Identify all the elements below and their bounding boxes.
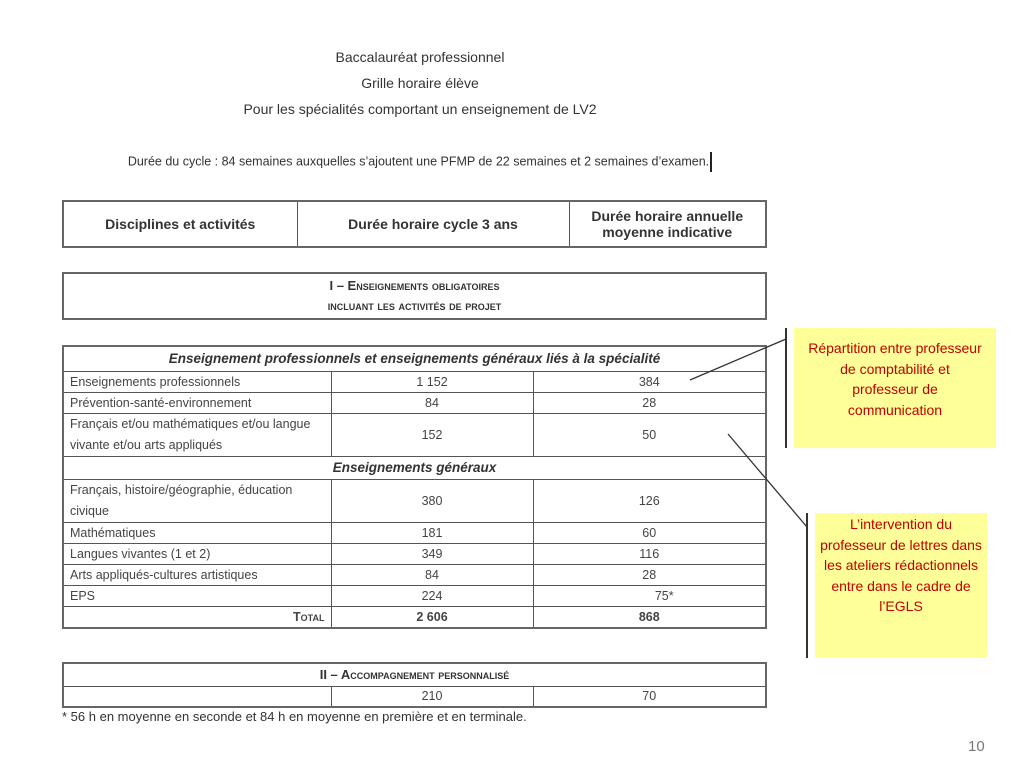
row-cycle-hours: 1 152 — [331, 371, 533, 392]
section-1-line2: incluant les activités de projet — [327, 298, 502, 313]
row-label: Enseignements professionnels — [63, 371, 331, 392]
row-annual-hours: 28 — [533, 564, 766, 585]
total-annual-hours: 868 — [533, 606, 766, 628]
callout-2-bracket — [806, 513, 808, 658]
title-line-1: Baccalauréat professionnel — [335, 49, 505, 65]
title-line-2: Grille horaire élève — [361, 75, 479, 91]
row-cycle-hours: 224 — [331, 585, 533, 606]
section-1-line1: I – Enseignements obligatoires — [329, 278, 500, 293]
section-2-annual-hours: 70 — [533, 686, 766, 707]
header-col-disciplines: Disciplines et activités — [63, 201, 297, 247]
row-annual-hours: 60 — [533, 522, 766, 543]
footnote: * 56 h en moyenne en seconde et 84 h en moyenne en première et en terminale. — [62, 709, 527, 724]
section-2-title: II – Accompagnement personnalisé — [63, 663, 766, 686]
row-cycle-hours: 152 — [331, 413, 533, 456]
row-cycle-hours: 380 — [331, 479, 533, 522]
callout-1-bracket — [785, 328, 787, 448]
row-label: Arts appliqués-cultures artistiques — [63, 564, 331, 585]
header-col-annual-line1: Durée horaire annuelle — [591, 208, 744, 224]
header-col-annual-line2: moyenne indicative — [602, 224, 733, 240]
row-cycle-hours: 84 — [331, 392, 533, 413]
row-cycle-hours: 84 — [331, 564, 533, 585]
row-label: Prévention-santé-environnement — [63, 392, 331, 413]
row-cycle-hours: 349 — [331, 543, 533, 564]
callout-box-2 — [815, 513, 987, 658]
page-number: 10 — [968, 738, 985, 755]
callout-2-text: L’intervention du professeur de lettres dans les ateliers rédactionnels entre dans le cadre de l’EGLS — [820, 516, 982, 614]
group-1-title: Enseignement professionnels et enseignements généraux liés à la spécialité — [63, 346, 766, 371]
row-label: Français et/ou mathématiques et/ou langue vivante et/ou arts appliqués — [63, 413, 331, 456]
row-label: EPS — [63, 585, 331, 606]
group-2-title: Enseignements généraux — [63, 456, 766, 479]
row-annual-hours: 75* — [533, 585, 766, 606]
callout-1-text: Répartition entre professeur de comptabilité et professeur de communication — [808, 340, 982, 418]
row-annual-hours: 384 — [533, 371, 766, 392]
title-line-3: Pour les spécialités comportant un enseignement de LV2 — [243, 101, 597, 117]
section-2-cycle-hours: 210 — [331, 686, 533, 707]
row-annual-hours: 126 — [533, 479, 766, 522]
row-label: Langues vivantes (1 et 2) — [63, 543, 331, 564]
row-cycle-hours: 181 — [331, 522, 533, 543]
row-annual-hours: 116 — [533, 543, 766, 564]
header-col-cycle: Durée horaire cycle 3 ans — [297, 201, 569, 247]
callout-box-1 — [794, 328, 996, 448]
total-label: Total — [63, 606, 331, 628]
cycle-note-text: Durée du cycle : 84 semaines auxquelles s’ajoutent une PFMP de 22 semaines et 2 semaines d’examen. — [127, 154, 710, 169]
row-label: Mathématiques — [63, 522, 331, 543]
row-annual-hours: 28 — [533, 392, 766, 413]
callout-1-pointer — [690, 339, 786, 380]
row-annual-hours: 50 — [533, 413, 766, 456]
total-cycle-hours: 2 606 — [331, 606, 533, 628]
row-label: Français, histoire/géographie, éducation civique — [63, 479, 331, 522]
